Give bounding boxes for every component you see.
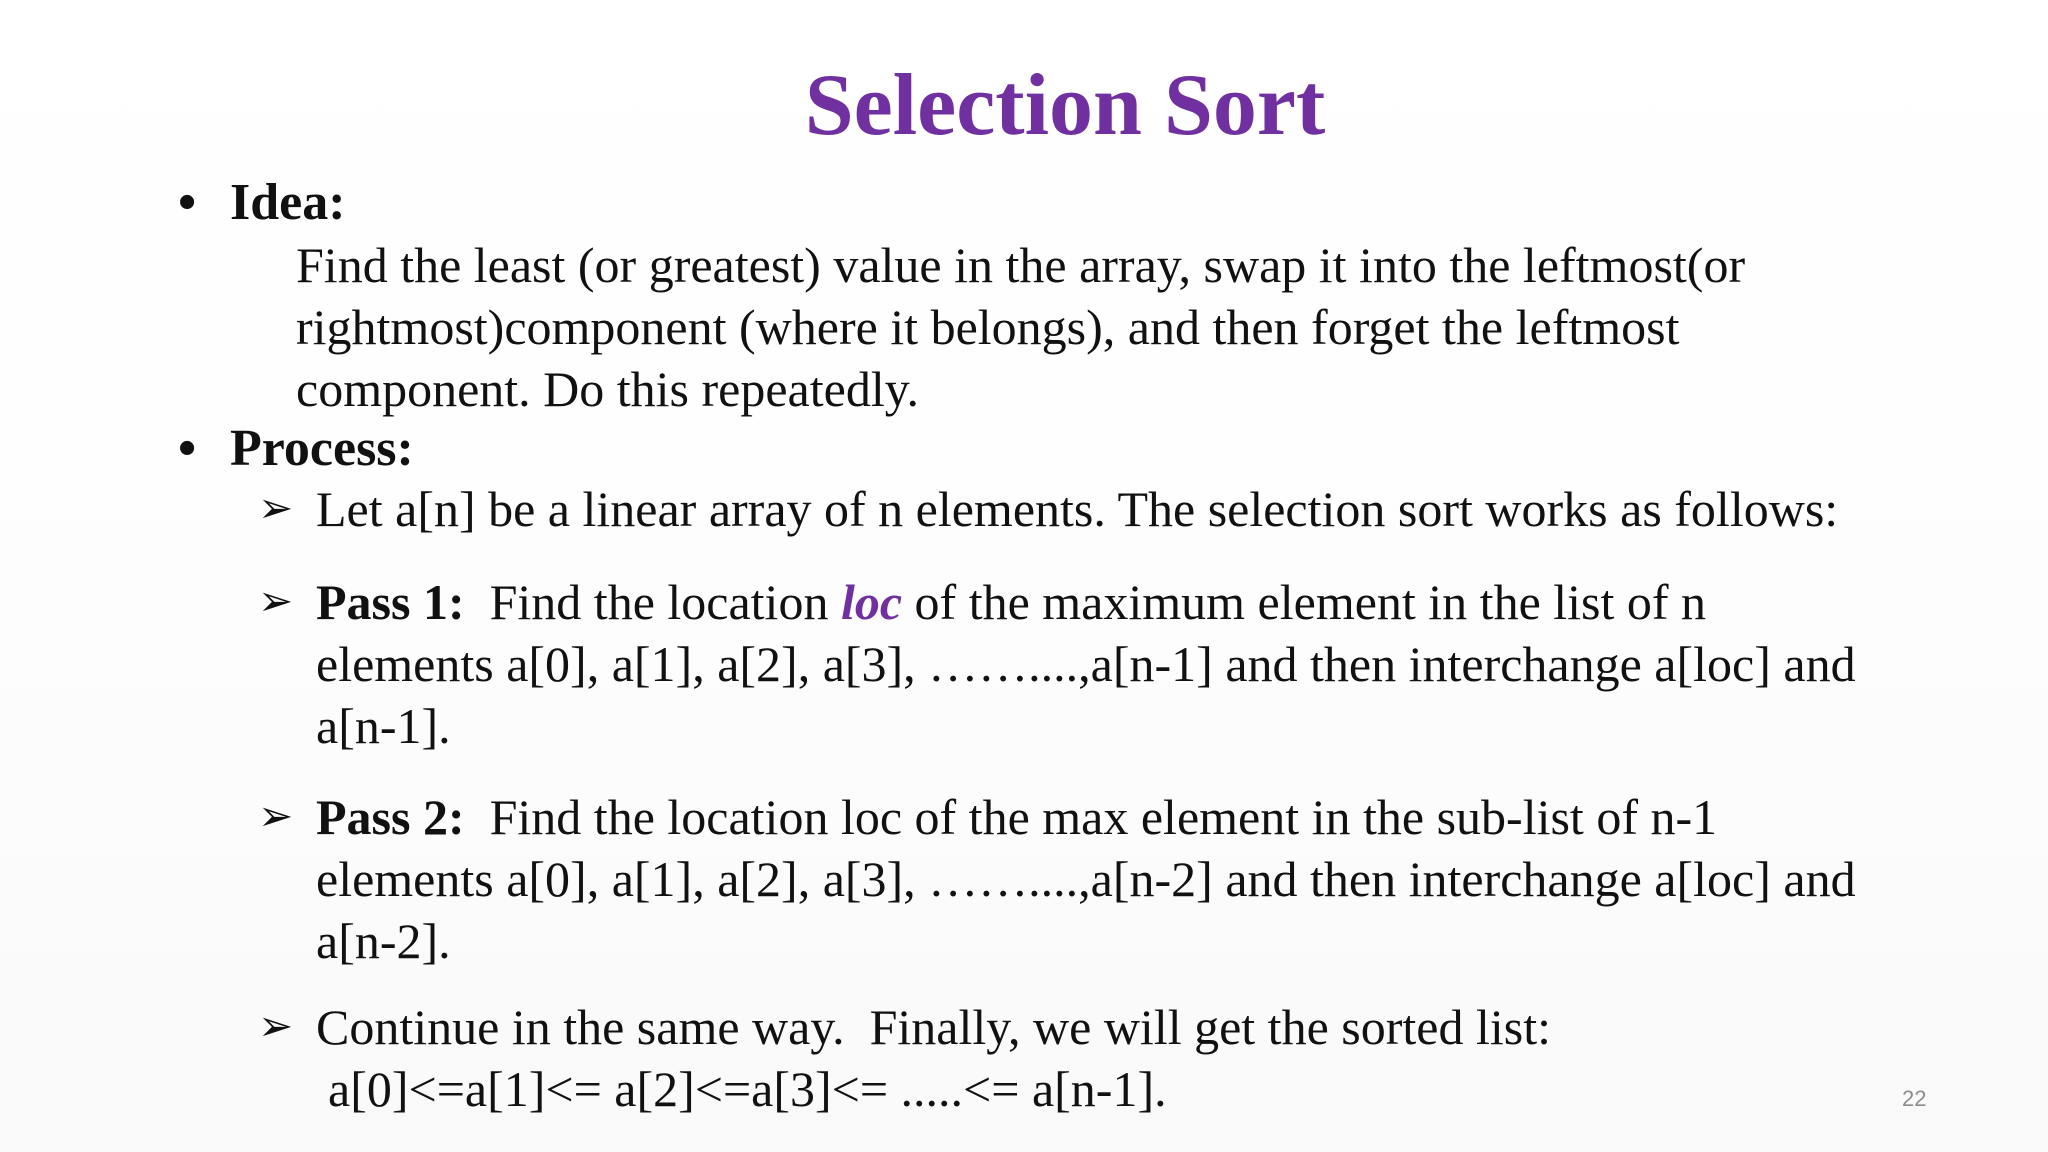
pass2-line-1 [316, 786, 1898, 848]
continue-line-1: Continue in the same way. Finally, we will get the sorted list: [316, 999, 1551, 1055]
arrow-bullet-icon: ➢ [258, 794, 294, 840]
idea-line: rightmost)component (where it belongs), and then forget the leftmost [296, 299, 1680, 355]
slide-title: Selection Sort [804, 57, 1326, 154]
process-item-pass1 [258, 571, 1898, 757]
pass1-line-2: elements a[0], a[1], a[2], a[3], ……....,a[n-1] and then interchange a[loc] and [316, 636, 1856, 692]
pass2-text [316, 786, 1898, 972]
pass2-line-1-text: Find the location loc of the max element in the sub-list of n-1 [489, 789, 1718, 845]
pass1-line-1 [316, 571, 1898, 633]
pass1-text-after-loc: of the maximum element in the list of n [914, 574, 1707, 630]
process-item-pass2 [258, 786, 1898, 972]
page-number: 22 [1902, 1086, 1927, 1111]
process-label: Process: [230, 420, 414, 477]
idea-heading [178, 172, 346, 234]
process-item-continue [258, 996, 1898, 1058]
pass1-text [316, 571, 1898, 757]
arrow-bullet-icon: ➢ [258, 1004, 294, 1050]
pass1-line-3: a[n-1]. [316, 698, 451, 754]
arrow-bullet-icon: ➢ [258, 486, 294, 532]
idea-paragraph [296, 234, 1856, 420]
pass2-label: Pass 2: [316, 789, 465, 845]
sorted-list-formula: a[0]<=a[1]<= a[2]<=a[3]<= .....<= a[n-1]. [328, 1061, 1167, 1117]
idea-label: Idea: [230, 174, 346, 231]
pass2-line-2: elements a[0], a[1], a[2], a[3], ……....,a[n-2] and then interchange a[loc] and [316, 851, 1856, 907]
idea-line: component. Do this repeatedly. [296, 361, 919, 417]
intro-text: Let a[n] be a linear array of n elements. The selection sort works as follows: [316, 481, 1839, 537]
bullet-icon: • [178, 174, 197, 231]
idea-line: Find the least (or greatest) value in the array, swap it into the leftmost(or [296, 237, 1746, 293]
bullet-icon: • [178, 420, 197, 477]
arrow-bullet-icon: ➢ [258, 579, 294, 625]
pass1-text-before-loc: Find the location [489, 574, 829, 630]
process-heading [178, 418, 414, 480]
process-item-intro [258, 478, 1898, 540]
pass2-line-3: a[n-2]. [316, 913, 451, 969]
loc-variable: loc [840, 574, 903, 630]
pass1-label: Pass 1: [316, 574, 465, 630]
